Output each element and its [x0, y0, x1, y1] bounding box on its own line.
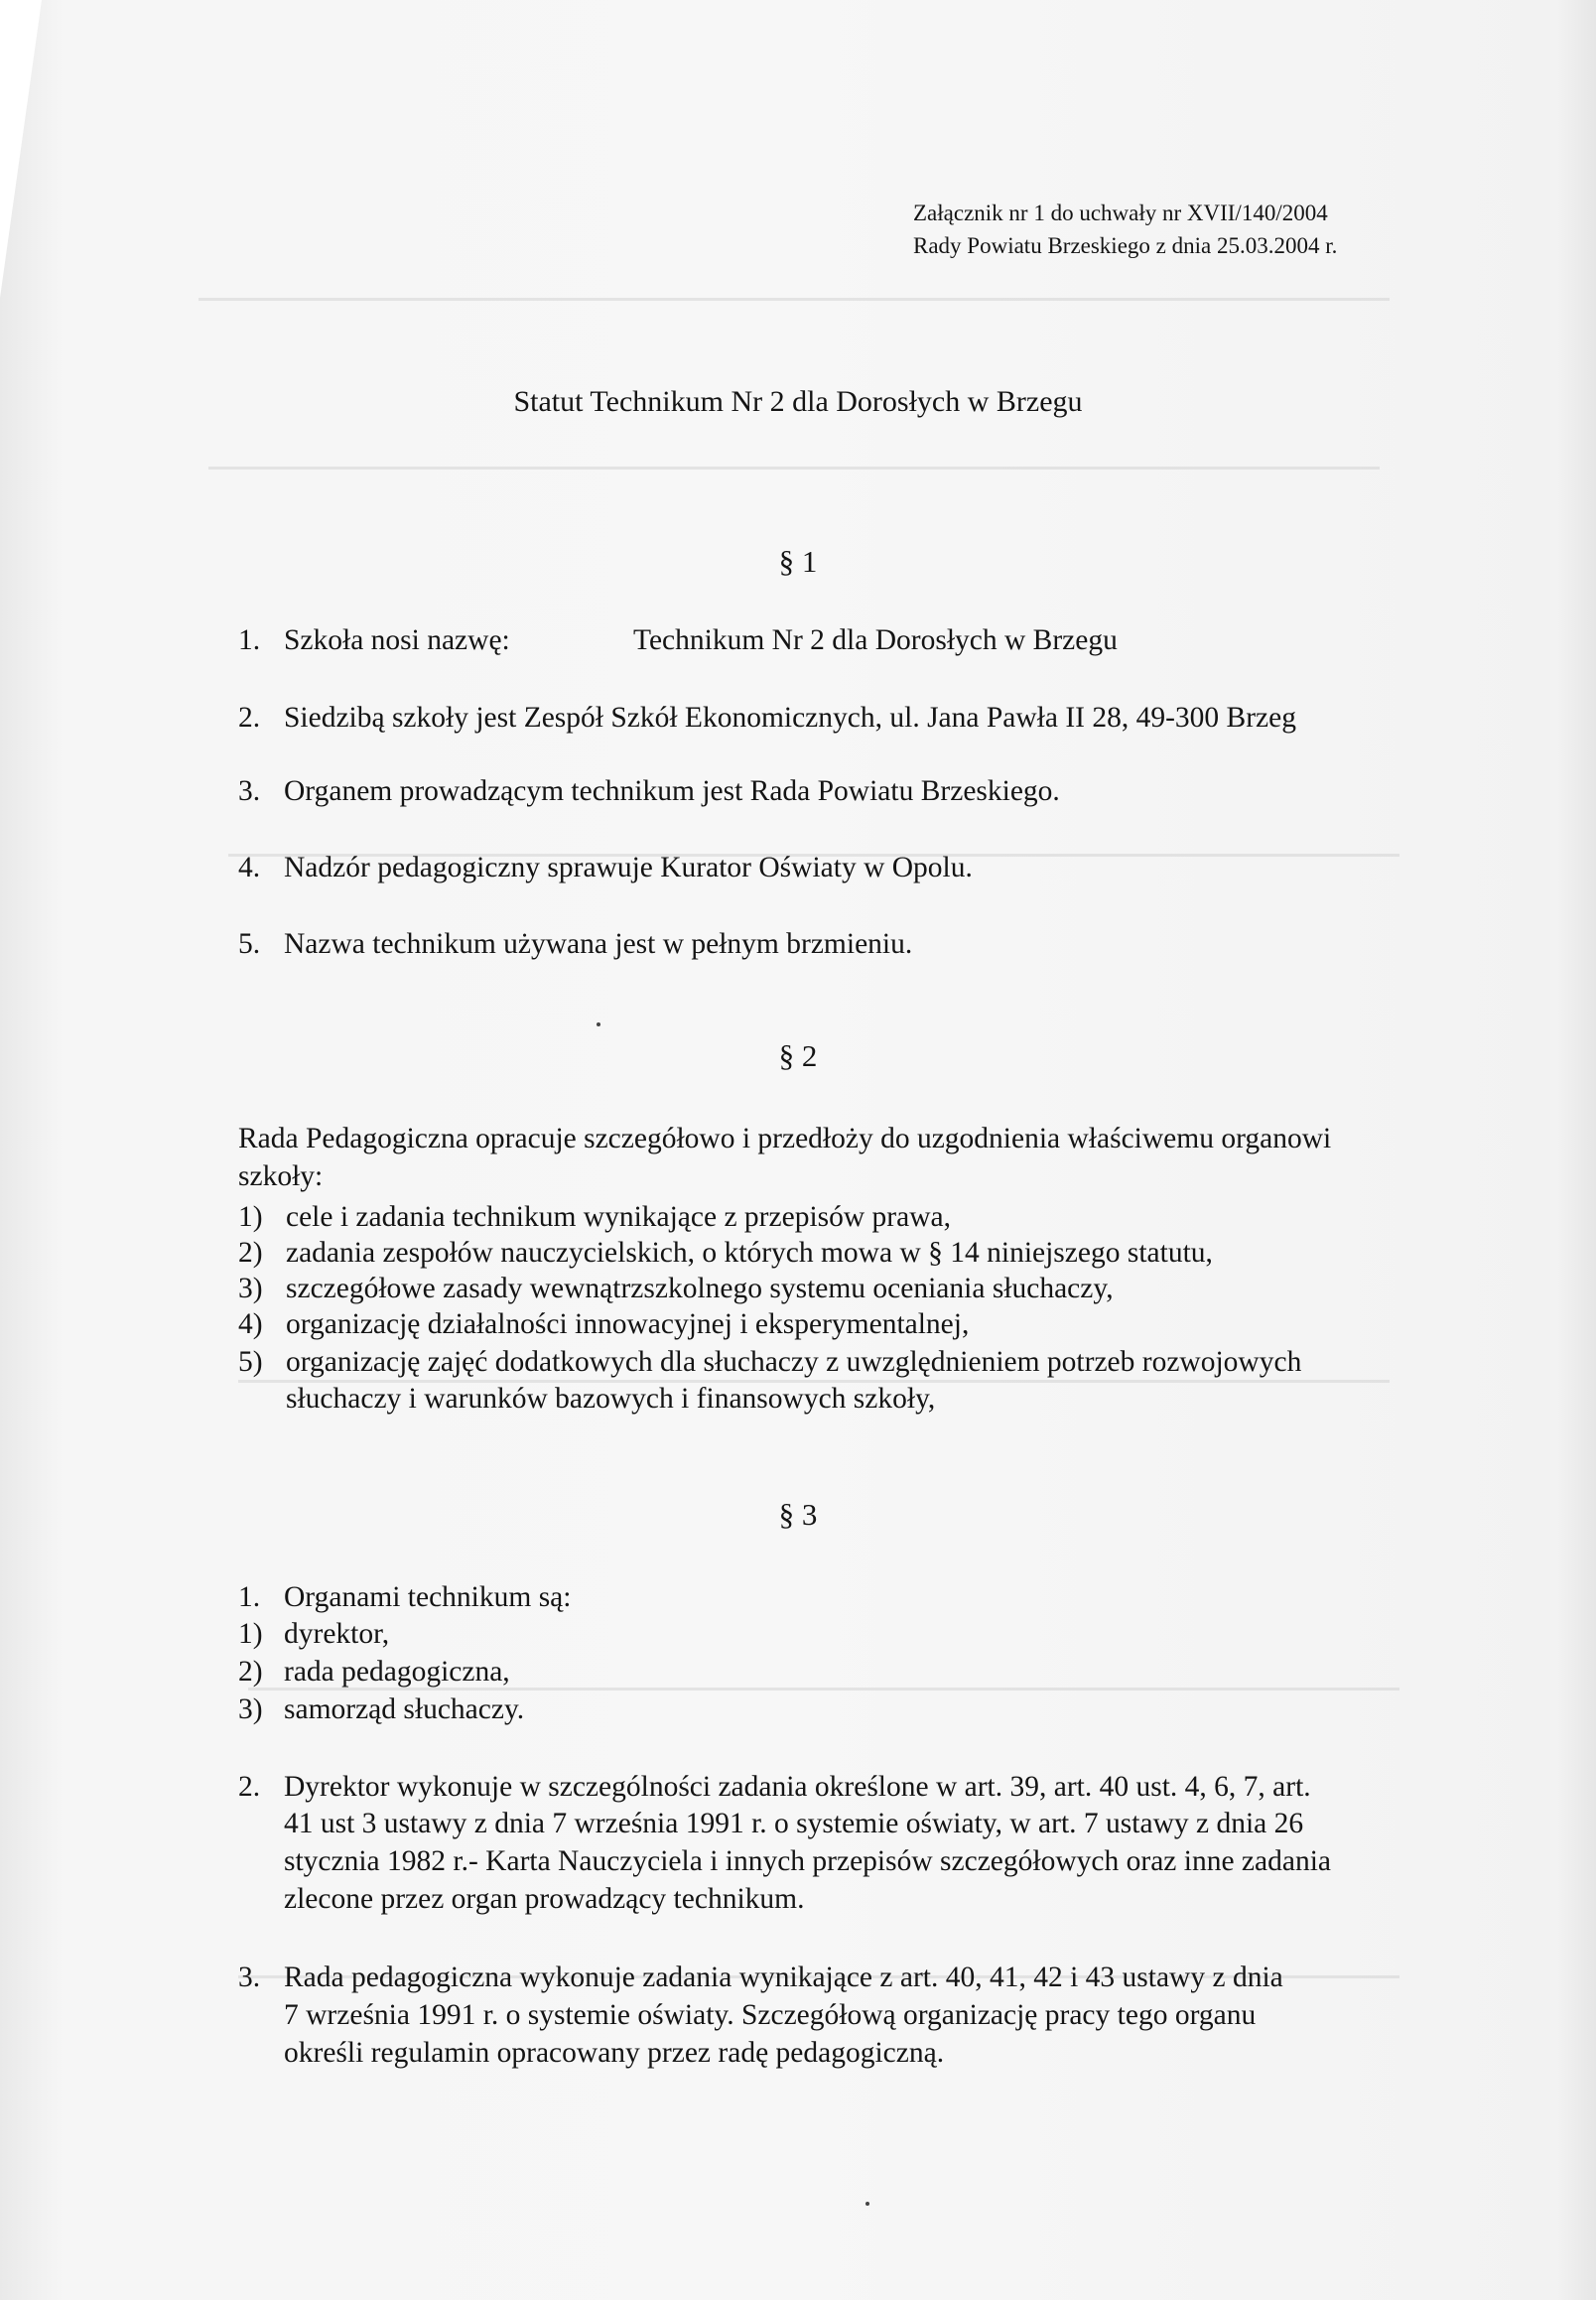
header-line-2: Rady Powiatu Brzeskiego z dnia 25.03.2004 r. — [913, 233, 1338, 258]
section-3-point-2-line-4: zlecone przez organ prowadzący technikum. — [284, 1883, 805, 1915]
section-3-point-3-line-1 — [238, 1959, 1283, 1996]
item-text: zadania zespołów nauczycielskich, o których mowa w § 14 niniejszego statutu, — [286, 1237, 1213, 1269]
school-name-value: Technikum Nr 2 dla Dorosłych w Brzegu — [633, 624, 1118, 656]
document-title: Statut Technikum Nr 2 dla Dorosłych w Brzegu — [513, 385, 1083, 418]
section-2-item-4 — [238, 1305, 969, 1343]
item-number: 1. — [238, 1581, 261, 1613]
section-2-item-3 — [238, 1270, 1114, 1307]
section-3-point-1 — [238, 1578, 571, 1616]
section-3-sign: § 3 — [778, 1497, 818, 1532]
section-3-point-2-line-1 — [238, 1768, 1311, 1806]
section-2-intro-line-1: Rada Pedagogiczna opracuje szczegółowo i przedłoży do uzgodnienia właściwemu organowi — [238, 1123, 1332, 1154]
item-number: 2. — [238, 702, 261, 734]
item-text: szczegółowe zasady wewnątrzszkolnego systemu oceniania słuchaczy, — [286, 1273, 1114, 1304]
page-edge-shadow — [1556, 0, 1596, 2300]
item-text: dyrektor, — [284, 1618, 390, 1650]
item-text: rada pedagogiczna, — [284, 1656, 510, 1688]
bleed-through-line — [199, 298, 1390, 301]
item-text: Nadzór pedagogiczny sprawuje Kurator Oświaty w Opolu. — [284, 852, 973, 883]
section-3-point-2-line-3: stycznia 1982 r.- Karta Nauczyciela i innych przepisów szczegółowych oraz inne zadania — [284, 1845, 1331, 1877]
section-3-point-2-line-2: 41 ust 3 ustawy z dnia 7 września 1991 r. o systemie oświaty, w art. 7 ustawy z dnia 26 — [284, 1808, 1304, 1839]
item-number: 3) — [238, 1693, 263, 1725]
section-1-item-1 — [238, 621, 510, 659]
header-line-1: Załącznik nr 1 do uchwały nr XVII/140/2004 — [913, 201, 1328, 225]
item-number: 4. — [238, 852, 261, 883]
organ-item-1 — [238, 1615, 389, 1653]
item-text: samorząd słuchaczy. — [284, 1693, 525, 1725]
scan-speck — [597, 1022, 600, 1026]
item-number: 5) — [238, 1346, 263, 1378]
item-number: 1) — [238, 1201, 263, 1233]
item-text: Nazwa technikum używana jest w pełnym brzmieniu. — [284, 928, 913, 960]
section-1-item-5 — [238, 925, 912, 963]
item-number: 5. — [238, 928, 261, 960]
scan-speck — [865, 2202, 869, 2206]
item-text: Siedzibą szkoły jest Zespół Szkół Ekonomicznych, ul. Jana Pawła II 28, 49-300 Brzeg — [284, 702, 1296, 734]
item-number: 4) — [238, 1308, 263, 1340]
item-text: Dyrektor wykonuje w szczególności zadania określone w art. 39, art. 40 ust. 4, 6, 7, art. — [284, 1771, 1311, 1803]
item-number: 1) — [238, 1618, 263, 1650]
organ-item-3 — [238, 1691, 524, 1728]
section-1-sign: § 1 — [778, 544, 818, 579]
item-text: organizację działalności innowacyjnej i eksperymentalnej, — [286, 1308, 970, 1340]
section-1-item-2 — [238, 699, 1296, 737]
item-text: Organami technikum są: — [284, 1581, 572, 1613]
item-number: 2. — [238, 1771, 261, 1803]
item-text: Rada pedagogiczna wykonuje zadania wynikające z art. 40, 41, 42 i 43 ustawy z dnia — [284, 1962, 1283, 1993]
page-corner — [0, 0, 42, 298]
section-3-point-3-line-3: określi regulamin opracowany przez radę pedagogiczną. — [284, 2037, 945, 2069]
item-number: 2) — [238, 1656, 263, 1688]
section-1-item-4 — [238, 849, 973, 886]
section-2-item-1 — [238, 1198, 951, 1236]
organ-item-2 — [238, 1653, 510, 1691]
item-number: 3. — [238, 1962, 261, 1993]
attachment-header — [913, 197, 1429, 262]
section-2-item-2 — [238, 1234, 1213, 1272]
item-number: 1. — [238, 624, 261, 656]
bleed-through-line — [208, 467, 1380, 470]
section-2-item-5 — [238, 1343, 1301, 1381]
item-text: cele i zadania technikum wynikające z przepisów prawa, — [286, 1201, 951, 1233]
section-1-item-3 — [238, 772, 1060, 810]
section-3-point-3-line-2: 7 września 1991 r. o systemie oświaty. Szczegółową organizację pracy tego organu — [284, 1999, 1257, 2031]
item-number: 3) — [238, 1273, 263, 1304]
section-2-intro-line-2: szkoły: — [238, 1160, 324, 1192]
item-text: Szkoła nosi nazwę: — [284, 624, 510, 656]
section-2-item-5-continuation: słuchaczy i warunków bazowych i finansowych szkoły, — [286, 1383, 936, 1415]
item-number: 3. — [238, 775, 261, 807]
item-text: Organem prowadzącym technikum jest Rada Powiatu Brzeskiego. — [284, 775, 1060, 807]
item-number: 2) — [238, 1237, 263, 1269]
item-text: organizację zajęć dodatkowych dla słuchaczy z uwzględnieniem potrzeb rozwojowych — [286, 1346, 1302, 1378]
section-2-sign: § 2 — [778, 1038, 818, 1073]
